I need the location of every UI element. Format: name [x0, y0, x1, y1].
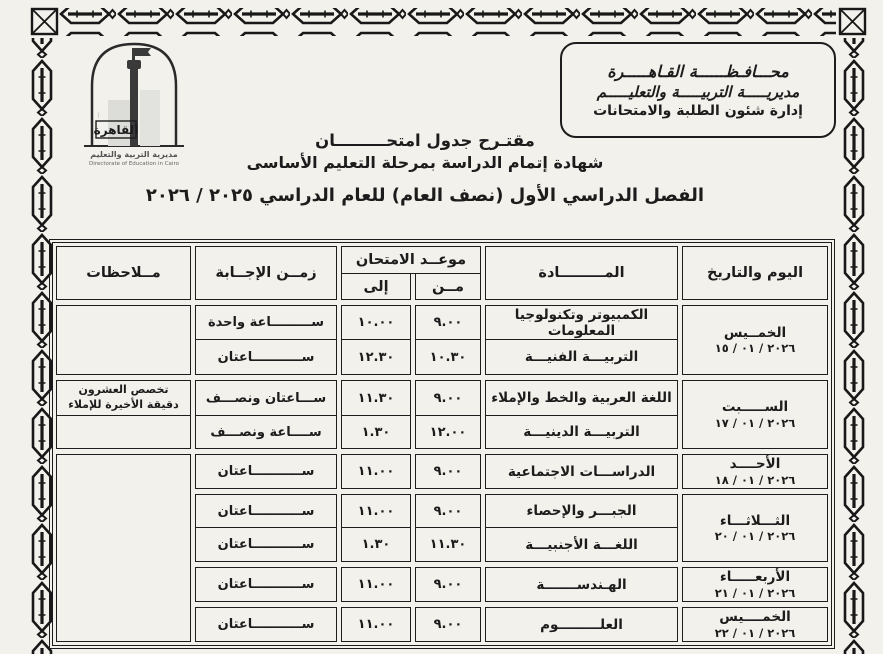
duration-cell: ســـــــــــاعتان — [195, 607, 337, 642]
to-cell: ١٢.٣٠ — [341, 340, 411, 375]
from-cell: ١١.٣٠ — [415, 528, 481, 562]
day-cell: الثـــلاثـــاء ٢٠٢٦ / ٠١ / ٢٠ — [682, 494, 828, 562]
day-cell: الخمــــيس ٢٠٢٦ / ٠١ / ٢٢ — [682, 607, 828, 642]
header-duration: زمــن الإجــابة — [195, 246, 337, 300]
subject-cell: الهـندســـــــة — [485, 567, 678, 602]
header-from: مــن — [415, 274, 481, 300]
header-to: إلى — [341, 274, 411, 300]
organization-header-box — [560, 42, 836, 138]
logo-caption-arabic: مديرية التربية والتعليم — [90, 150, 178, 159]
exam-schedule-table — [49, 239, 835, 649]
subject-cell: التربيـــة الفنيـــة — [485, 340, 678, 375]
to-cell: ١١.٠٠ — [341, 607, 411, 642]
from-cell: ٩.٠٠ — [415, 607, 481, 642]
to-cell: ١٠.٠٠ — [341, 305, 411, 340]
header-day-date: اليوم والتاريخ — [682, 246, 828, 300]
header-subject: المـــــــــادة — [485, 246, 678, 300]
from-cell: ١٠.٣٠ — [415, 340, 481, 375]
date-text: ٢٠٢٦ / ٠١ / ٢٠ — [714, 529, 796, 544]
notes-cell — [56, 305, 191, 375]
duration-cell: ســـــــــــاعتان — [195, 528, 337, 562]
from-cell: ٩.٠٠ — [415, 454, 481, 489]
subject-cell: الكمبيوتر وتكنولوجيا المعلومات — [485, 305, 678, 340]
date-text: ٢٠٢٦ / ٠١ / ١٨ — [714, 472, 796, 487]
from-cell: ٩.٠٠ — [415, 567, 481, 602]
directorate-name: مديريـــــة التربيـــــة والتعليـــــم — [596, 82, 800, 101]
day-cell: الخمــيس ٢٠٢٦ / ٠١ / ١٥ — [682, 305, 828, 375]
subject-cell: الجبـــر والإحصاء — [485, 494, 678, 528]
title-line-1: مقتـرح جدول امتحـــــــــان — [315, 131, 535, 150]
logo-caption-english: Directorate of Education in Cairo — [89, 161, 179, 167]
logo-side-text: ··· — [96, 112, 103, 118]
day-cell: الســـــبت ٢٠٢٦ / ٠١ / ١٧ — [682, 380, 828, 449]
duration-cell: ســـــــــــاعتان — [195, 567, 337, 602]
subject-cell: العلـــــــــوم — [485, 607, 678, 642]
duration-cell: ســـــــــــاعتان — [195, 454, 337, 489]
notes-cell — [56, 416, 191, 449]
duration-cell: ســـــــــــاعتان — [195, 340, 337, 375]
date-text: ٢٠٢٦ / ٠١ / ١٧ — [714, 415, 796, 430]
from-cell: ٩.٠٠ — [415, 380, 481, 416]
duration-cell: ســـــــــــاعتان — [195, 494, 337, 528]
title-line-3: الفصل الدراسي الأول (نصف العام) للعام الدراسي ٢٠٢٥ / ٢٠٢٦ — [145, 185, 705, 206]
to-cell: ١١.٠٠ — [341, 454, 411, 489]
governorate-name: محـــافـظــــــة القـاهـــــرة — [607, 61, 789, 81]
header-notes: مــلاحظات — [56, 246, 191, 300]
department-name: إدارة شئون الطلبة والامتحانات — [593, 102, 803, 119]
subject-cell: التربيـــة الدينيـــة — [485, 416, 678, 449]
to-cell: ١١.٠٠ — [341, 567, 411, 602]
to-cell: ١١.٠٠ — [341, 494, 411, 528]
duration-cell: ســـاعتان ونصـــف — [195, 380, 337, 416]
subject-cell: اللغة العربية والخط والإملاء — [485, 380, 678, 416]
duration-cell: ســــاعة ونصـــف — [195, 416, 337, 449]
notes-cell: تخصص العشرون دقيقة الأخيرة للإملاء — [56, 380, 191, 416]
day-cell: الأربعـــــاء ٢٠٢٦ / ٠١ / ٢١ — [682, 567, 828, 602]
subject-cell: اللغـــة الأجنبيـــة — [485, 528, 678, 562]
date-text: ٢٠٢٦ / ٠١ / ٢١ — [714, 585, 796, 600]
logo-city-label: القاهرة — [93, 123, 139, 137]
document-title — [90, 131, 760, 206]
title-line-2: شهادة إتمام الدراسة بمرحلة التعليم الأساسى — [246, 153, 604, 172]
notes-cell — [56, 454, 191, 642]
from-cell: ٩.٠٠ — [415, 305, 481, 340]
duration-cell: ســـــــــاعة واحدة — [195, 305, 337, 340]
from-cell: ١٢.٠٠ — [415, 416, 481, 449]
to-cell: ١.٣٠ — [341, 416, 411, 449]
to-cell: ١.٣٠ — [341, 528, 411, 562]
date-text: ٢٠٢٦ / ٠١ / ١٥ — [714, 341, 796, 356]
flag-icon — [135, 48, 151, 56]
subject-cell: الدراســـات الاجتماعية — [485, 454, 678, 489]
header-exam-time: موعــد الامتحان — [341, 246, 481, 274]
day-cell: الأحــــد ٢٠٢٦ / ٠١ / ١٨ — [682, 454, 828, 489]
from-cell: ٩.٠٠ — [415, 494, 481, 528]
to-cell: ١١.٣٠ — [341, 380, 411, 416]
date-text: ٢٠٢٦ / ٠١ / ٢٢ — [714, 625, 796, 640]
